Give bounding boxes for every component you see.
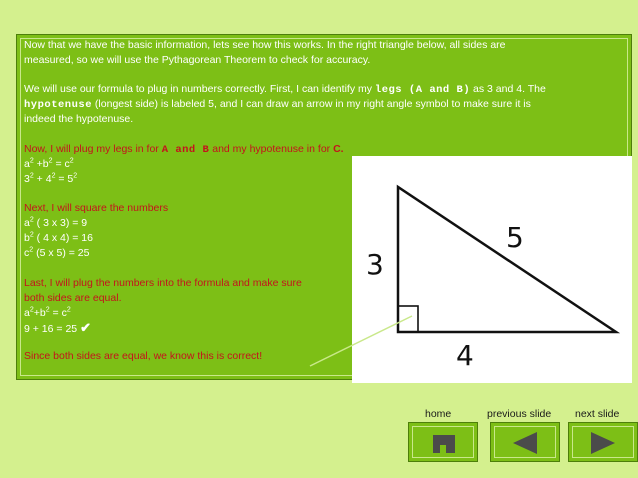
hypotenuse-keyword: hypotenuse bbox=[24, 99, 93, 111]
right-angle-marker bbox=[398, 306, 418, 332]
eq-a: a bbox=[24, 158, 30, 170]
formula-line bbox=[24, 157, 74, 172]
square-a bbox=[24, 216, 87, 231]
previous-slide-label: previous slide bbox=[487, 408, 552, 420]
leg-b-label: 4 bbox=[456, 339, 474, 372]
next-slide-label: next slide bbox=[575, 408, 620, 420]
plug-line-1 bbox=[24, 82, 546, 98]
home-label: home bbox=[425, 408, 452, 420]
leg-a-label: 3 bbox=[366, 248, 384, 281]
step3-line-1: Last, I will plug the numbers into the formula and make sure bbox=[24, 277, 302, 289]
triangle-diagram bbox=[352, 156, 632, 383]
sq-a-value: ( 3 x 3) = 9 bbox=[33, 217, 88, 229]
triangle-shape bbox=[398, 187, 616, 332]
sum-text: 9 + 16 = 25 bbox=[24, 323, 81, 335]
step1-text-2: and my hypotenuse in for bbox=[209, 143, 334, 155]
exp: 2 bbox=[29, 306, 34, 314]
sq-c-value: (5 x 5) = 25 bbox=[33, 247, 90, 259]
exp: 2 bbox=[29, 216, 34, 224]
legs-keyword: legs (A and B) bbox=[374, 84, 471, 96]
eq-b: +b bbox=[33, 307, 46, 319]
substituted-line bbox=[24, 172, 77, 187]
eq-a: a bbox=[24, 307, 30, 319]
plug-line-3: indeed the hypotenuse. bbox=[24, 113, 134, 125]
step3-line-2: both sides are equal. bbox=[24, 292, 122, 304]
sum-line bbox=[24, 320, 91, 337]
home-icon bbox=[409, 423, 479, 463]
step1-heading bbox=[24, 142, 344, 158]
arrow-right-icon bbox=[569, 423, 638, 463]
exp: 2 bbox=[69, 157, 74, 165]
check-icon: ✔ bbox=[80, 320, 91, 335]
c-keyword: C. bbox=[333, 143, 344, 155]
sq-c: c bbox=[24, 247, 30, 259]
sq-b-value: ( 4 x 4) = 16 bbox=[33, 232, 93, 244]
intro-line-1: Now that we have the basic information, lets see how this works. In the right triangle below, all sides are bbox=[24, 39, 506, 51]
eq-c: = c bbox=[49, 307, 67, 319]
exp: 2 bbox=[29, 231, 34, 239]
home-button[interactable] bbox=[408, 422, 478, 462]
square-b bbox=[24, 231, 93, 246]
exp: 2 bbox=[73, 172, 78, 180]
arrow-left-icon bbox=[491, 423, 561, 463]
exp: 2 bbox=[48, 157, 53, 165]
exp: 2 bbox=[29, 246, 34, 254]
eq-3: 3 bbox=[24, 173, 30, 185]
eq-c: = c bbox=[52, 158, 70, 170]
plug-line-2 bbox=[24, 97, 531, 113]
formula-line-2 bbox=[24, 306, 71, 321]
square-c bbox=[24, 246, 89, 261]
plug-text-tail: as 3 and 4. The bbox=[470, 83, 546, 95]
eq-5: = 5 bbox=[55, 173, 74, 185]
plug-text-2: (longest side) is labeled 5, and I can draw an arrow in my right angle symbol to make sure it is bbox=[92, 98, 531, 110]
sq-a: a bbox=[24, 217, 30, 229]
exp: 2 bbox=[51, 172, 56, 180]
hypotenuse-label: 5 bbox=[506, 221, 524, 254]
step1-text: Now, I will plug my legs in for bbox=[24, 143, 162, 155]
ab-keyword: A and B bbox=[161, 144, 210, 156]
step2-heading: Next, I will square the numbers bbox=[24, 202, 169, 214]
intro-line-2: measured, so we will use the Pythagorean Theorem to check for accuracy. bbox=[24, 54, 371, 66]
previous-slide-button[interactable] bbox=[490, 422, 560, 462]
plug-text: We will use our formula to plug in numbers correctly. First, I can identify my bbox=[24, 83, 375, 95]
eq-b: +b bbox=[33, 158, 49, 170]
conclusion: Since both sides are equal, we know this is correct! bbox=[24, 350, 263, 362]
exp: 2 bbox=[66, 306, 71, 314]
exp: 2 bbox=[29, 172, 34, 180]
triangle-figure bbox=[352, 156, 632, 383]
exp: 2 bbox=[45, 306, 50, 314]
next-slide-button[interactable] bbox=[568, 422, 638, 462]
exp: 2 bbox=[29, 157, 34, 165]
eq-4: + 4 bbox=[33, 173, 52, 185]
sq-b: b bbox=[24, 232, 30, 244]
